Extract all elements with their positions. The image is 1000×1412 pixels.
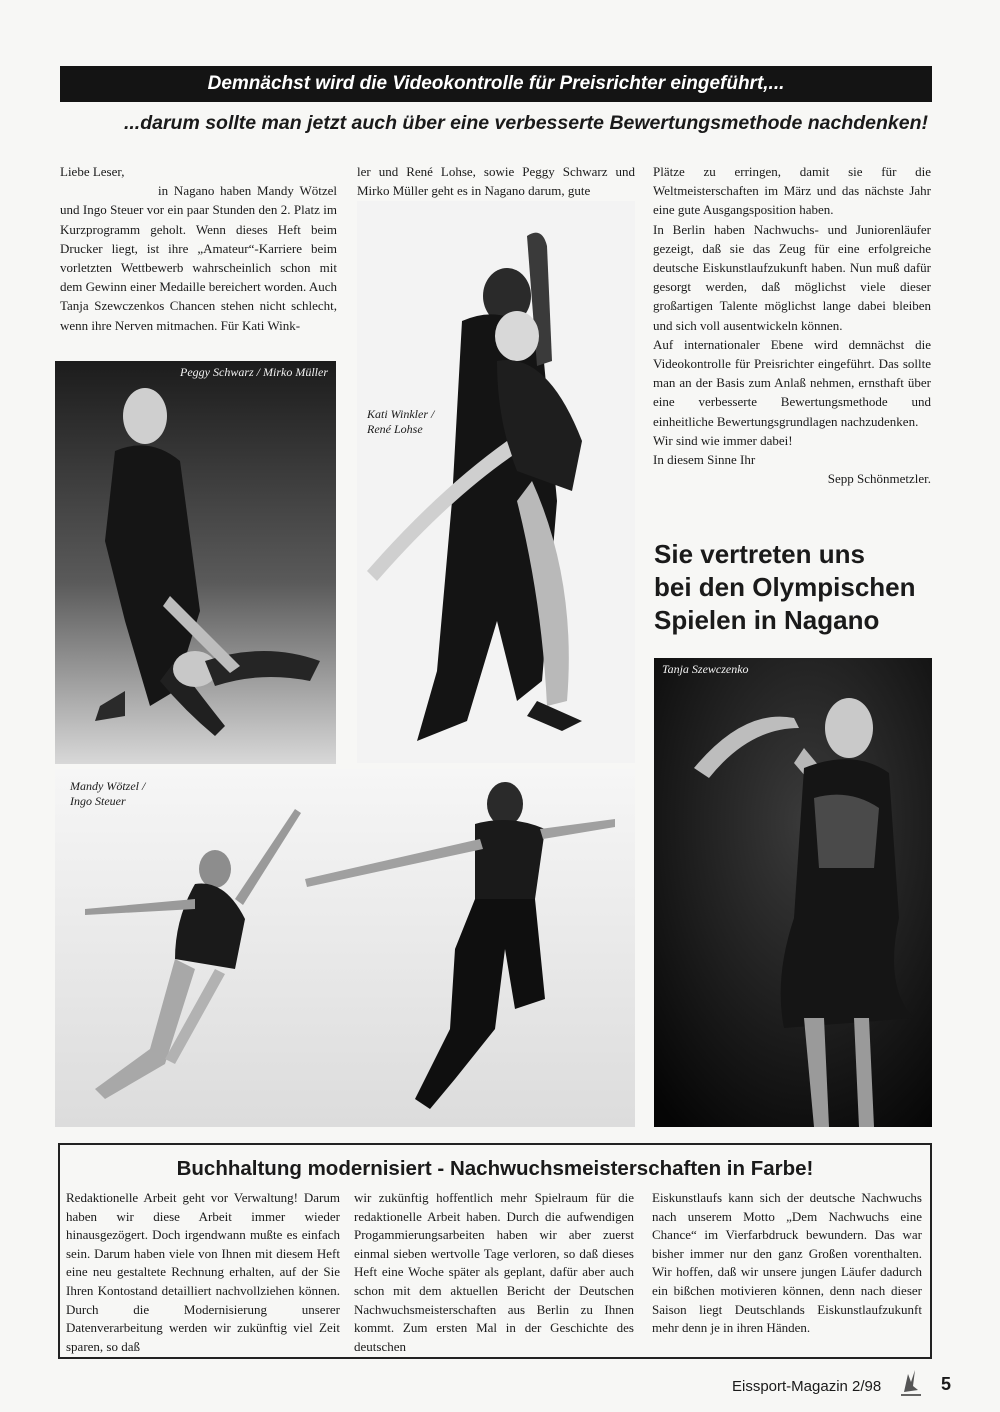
headline-banner <box>60 66 932 102</box>
headline-text: Demnächst wird die Videokontrolle für Preisrichter eingeführt,... <box>207 73 785 94</box>
magazine-issue: Eissport-Magazin 2/98 <box>732 1378 882 1395</box>
letter-column-3 <box>653 162 931 488</box>
notice-box <box>58 1143 932 1359</box>
photo-caption <box>70 779 145 809</box>
letter-paragraph: In Berlin haben Nachwuchs- und Juniorenläufer gezeigt, daß sie das Zeug für eine erfolgreiche deutsche Eiskunstlaufzukunft haben. Nun muß dafür gesorgt werden, daß möglichst viele dieser großartigen Talente möglichst lange dabei bleiben und sich voll ausentwickeln können. <box>653 221 931 333</box>
photo-caption-line: Mandy Wötzel / <box>70 779 146 793</box>
olympic-title-line: Sie vertreten uns <box>654 539 865 569</box>
notice-box-column: Redaktionelle Arbeit geht vor Verwaltung! Darum haben wir diese Arbeit immer wieder hinausgezögert. Doch irgendwann mußte es einfach sein. Darum haben viele von Ihnen mit diesem Heft eine neu gestaltete Rechnung erhalten, auf der Sie Ihren Kontostand detailliert nachvollziehen können. Durch die Modernisierung unserer Datenverarbeitung werden wir zukünftig viel Zeit sparen, so daß <box>66 1190 340 1354</box>
photo-caption-line: Ingo Steuer <box>70 794 126 808</box>
olympic-title-line: bei den Olympischen <box>654 572 916 602</box>
letter-paragraph: ler und René Lohse, sowie Peggy Schwarz und Mirko Müller geht es in Nagano darum, gute <box>357 164 635 199</box>
photo-woetzel-steuer <box>55 769 635 1127</box>
letter-paragraph: in Nagano haben Mandy Wötzel und Ingo Steuer vor ein paar Stunden den 2. Platz im Kurzprogramm geholt. Wenn dieses Heft beim Drucker liegt, ist ihre „Amateur“-Karriere beim vorletzten Wettbewerb wahrscheinlich schon mit dem Gewinn einer Medaille bereichert worden. Auch Tanja Szewczenkos Chancen stehen nicht schlecht, wenn ihre Nerven mitmachen. Für Kati Wink- <box>60 183 337 333</box>
magazine-logo <box>898 1368 924 1398</box>
notice-box-column: wir zukünftig hoffentlich mehr Spielraum für die redaktionelle Arbeit haben. Durch die aufwendigen Progammierungsarbeiten haben wir aber zuerst einmal sieben wertvolle Tage verloren, so daß dieses Heft eine Woche später als geplant, dafür aber auch schon mit dem aktuellen Bericht der Deutschen Nachwuchsmeisterschaften aus Berlin zu Ihnen kommt. Zum ersten Mal in der Geschichte des deutschen <box>354 1190 634 1354</box>
photo-caption-line: Kati Winkler / <box>367 407 435 421</box>
photo-szewczenko <box>654 658 932 1127</box>
subheadline: ...darum sollte man jetzt auch über eine verbesserte Bewertungsmethode nachdenken! <box>123 112 928 134</box>
photo-winkler-lohse <box>357 201 635 763</box>
letter-paragraph: Auf internationaler Ebene wird demnächst die Videokontrolle für Preisrichter eingeführt. Das sollte man an der Basis zum Anlaß nehmen, ernsthaft über eine verbesserte Bewertungsmethode und einheitliche Bewertungsgrundlagen nachzudenken. <box>653 336 931 429</box>
skater-image <box>654 658 932 1127</box>
letter-signature: Sepp Schönmetzler. <box>827 471 931 487</box>
photo-schwarz-mueller <box>55 361 336 764</box>
skating-pair-image <box>55 361 336 764</box>
olympic-section-title <box>654 538 944 637</box>
skating-pair-jump-image <box>55 769 635 1127</box>
notice-box-column: Eiskunstlaufs kann sich der deutsche Nachwuchs nach unserem Motto „Dem Nachwuchs eine Chance“ im Vierfarbdruck bewundern. Das war bisher immer nur den ganz Großen vorenthalten. Wir hoffen, daß wir unsere jungen Läufer dadurch ein bißchen motivieren können, denn nach dieser Saison liegt Deutschlands Eiskunstlaufzukunft mehr denn je in ihren Händen. <box>652 1190 922 1336</box>
photo-caption <box>367 407 434 437</box>
letter-column-2 <box>357 162 635 200</box>
photo-caption-line: René Lohse <box>367 422 423 436</box>
letter-paragraph: In diesem Sinne Ihr <box>653 452 756 468</box>
letter-column-1 <box>60 162 337 335</box>
notice-box-title: Buchhaltung modernisiert - Nachwuchsmeisterschaften in Farbe! <box>176 1157 814 1180</box>
olympic-title-line: Spielen in Nagano <box>654 605 880 635</box>
photo-caption: Tanja Szewczenko <box>662 662 749 676</box>
ice-dance-pair-image <box>357 201 635 763</box>
page-number: 5 <box>941 1374 952 1394</box>
letter-paragraph: Wir sind wie immer dabei! <box>653 432 793 448</box>
skater-logo-icon <box>898 1368 924 1398</box>
letter-paragraph: Plätze zu erringen, damit sie für die Weltmeisterschaften im März und das nächste Jahr eine gute Ausgangsposition haben. <box>653 164 931 218</box>
letter-greeting: Liebe Leser, <box>60 164 125 179</box>
photo-caption: Peggy Schwarz / Mirko Müller <box>180 365 328 379</box>
